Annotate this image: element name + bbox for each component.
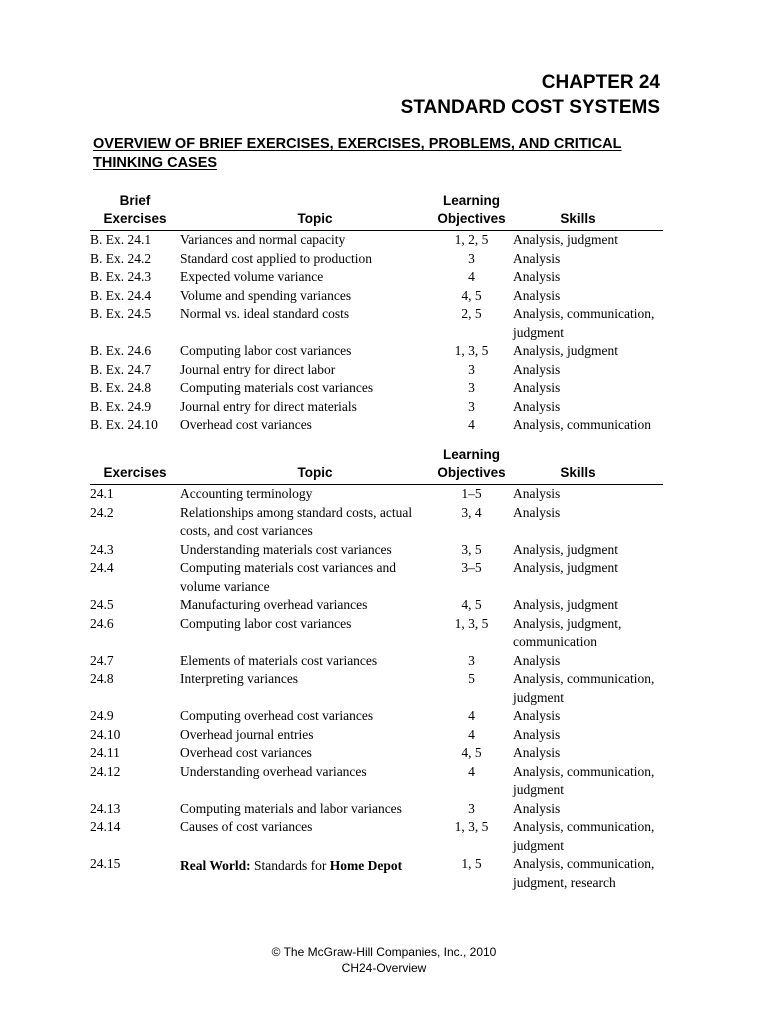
exercise-id: 24.10 (90, 726, 121, 742)
exercise-id: 24.8 (90, 671, 114, 686)
table-row (90, 744, 663, 763)
exercise-topic: Overhead cost variances (180, 417, 312, 432)
exercise-learning-objectives: 4 (468, 269, 475, 284)
exercise-skills: Analysis (513, 380, 561, 395)
column-header-topic: Topic (180, 446, 430, 485)
exercise-learning-objectives: 1, 5 (461, 856, 482, 871)
exercise-learning-objectives: 3 (468, 250, 475, 266)
exercise-topic: Understanding overhead variances (180, 763, 367, 779)
column-header-learning-objectives: Learning Objectives (430, 446, 513, 485)
exercise-learning-objectives: 4, 5 (461, 597, 482, 612)
exercise-learning-objectives: 3 (468, 800, 475, 816)
table-row (90, 398, 663, 417)
exercise-learning-objectives: 4 (468, 708, 475, 723)
exercise-id: 24.6 (90, 615, 114, 631)
exercise-learning-objectives: 3 (468, 398, 475, 414)
exercise-learning-objectives: 1, 3, 5 (454, 615, 489, 631)
table-row (90, 707, 663, 726)
exercise-learning-objectives: 4, 5 (461, 745, 482, 760)
table-row (90, 342, 663, 361)
exercise-learning-objectives: 4 (468, 726, 475, 742)
exercise-skills: Analysis, judgment (513, 560, 618, 575)
exercise-learning-objectives: 3 (468, 652, 475, 668)
exercise-topic: Elements of materials cost variances (180, 652, 378, 668)
column-header-skills: Skills (513, 192, 663, 231)
exercise-skills: Analysis (513, 800, 561, 816)
table-row (90, 231, 663, 250)
exercise-topic: Computing materials cost variances (180, 380, 374, 395)
chapter-number: CHAPTER 24 (541, 72, 660, 93)
exercise-id: 24.13 (90, 800, 121, 816)
exercise-skills: Analysis (513, 652, 561, 668)
exercise-topic: Understanding materials cost variances (180, 541, 392, 557)
column-header-topic: Topic (180, 192, 430, 231)
exercises-table (90, 446, 663, 892)
exercise-id: B. Ex. 24.5 (90, 306, 152, 321)
exercise-id: 24.15 (90, 856, 121, 871)
exercise-topic: Expected volume variance (180, 269, 324, 284)
column-header-exercises: Exercises (90, 446, 180, 485)
exercise-id: B. Ex. 24.1 (90, 232, 152, 247)
exercise-topic: Manufacturing overhead variances (180, 597, 368, 612)
exercise-topic: Computing materials and labor variances (180, 800, 402, 816)
exercise-topic: Interpreting variances (180, 671, 299, 686)
exercise-skills: Analysis (513, 486, 561, 501)
exercise-skills: Analysis, communication, judgment (513, 306, 655, 340)
table-row (90, 485, 663, 504)
table-row (90, 652, 663, 671)
exercise-skills: Analysis (513, 287, 561, 303)
exercise-topic: Relationships among standard costs, actual costs, and cost variances (180, 504, 413, 538)
exercise-topic: Real World: Standards for Home Depot (180, 858, 403, 873)
exercise-learning-objectives: 3, 5 (461, 541, 482, 557)
exercise-skills: Analysis, judgment (513, 541, 618, 557)
exercise-topic: Causes of cost variances (180, 819, 313, 834)
exercise-learning-objectives: 3 (468, 380, 475, 395)
exercise-id: 24.1 (90, 486, 114, 501)
exercise-id: B. Ex. 24.9 (90, 398, 152, 414)
table-row (90, 250, 663, 269)
exercise-learning-objectives: 1, 2, 5 (454, 232, 489, 247)
exercise-skills: Analysis, communication, judgment, research (513, 856, 655, 890)
exercise-id: 24.7 (90, 652, 114, 668)
page-footer (0, 944, 768, 976)
exercise-topic: Overhead cost variances (180, 745, 312, 760)
exercise-skills: Analysis (513, 361, 561, 377)
chapter-title: STANDARD COST SYSTEMS (400, 97, 660, 118)
table-row (90, 559, 663, 596)
chapter-heading (401, 70, 660, 120)
exercise-id: 24.5 (90, 597, 114, 612)
exercise-learning-objectives: 1, 3, 5 (454, 819, 489, 834)
table-row (90, 726, 663, 745)
exercise-skills: Analysis, judgment (513, 232, 618, 247)
exercise-skills: Analysis (513, 398, 561, 414)
table-row (90, 615, 663, 652)
exercise-learning-objectives: 3 (468, 361, 475, 377)
table-row (90, 361, 663, 380)
table-row (90, 504, 663, 541)
exercise-id: 24.9 (90, 708, 114, 723)
exercise-topic: Computing labor cost variances (180, 615, 352, 631)
exercise-skills: Analysis, judgment (513, 597, 618, 612)
exercise-skills: Analysis, judgment, communication (513, 615, 622, 649)
exercise-skills: Analysis (513, 269, 561, 284)
exercise-topic: Variances and normal capacity (180, 232, 346, 247)
exercise-skills: Analysis (513, 504, 561, 520)
table-row (90, 855, 663, 892)
exercise-learning-objectives: 2, 5 (461, 306, 482, 321)
exercise-topic: Volume and spending variances (180, 287, 352, 303)
exercise-learning-objectives: 5 (468, 671, 475, 686)
table-header-row (90, 192, 663, 231)
exercise-skills: Analysis, judgment (513, 343, 618, 358)
table-row (90, 379, 663, 398)
exercise-id: B. Ex. 24.6 (90, 343, 152, 358)
exercise-skills: Analysis, communication, judgment (513, 819, 655, 853)
exercise-id: B. Ex. 24.8 (90, 380, 152, 395)
exercise-id: B. Ex. 24.10 (90, 417, 158, 432)
exercise-skills: Analysis (513, 250, 561, 266)
copyright-notice: © The McGraw-Hill Companies, Inc., 2010 (271, 945, 497, 959)
table-row (90, 763, 663, 800)
table-header-row (90, 446, 663, 485)
exercise-id: 24.14 (90, 819, 121, 834)
exercise-id: 24.12 (90, 763, 121, 779)
exercise-topic: Computing labor cost variances (180, 343, 352, 358)
exercise-id: B. Ex. 24.7 (90, 361, 152, 377)
exercise-id: 24.11 (90, 745, 120, 760)
exercise-learning-objectives: 4, 5 (461, 287, 482, 303)
table-row (90, 818, 663, 855)
table-row (90, 541, 663, 560)
exercise-id: B. Ex. 24.3 (90, 269, 152, 284)
table-row (90, 670, 663, 707)
exercise-id: B. Ex. 24.4 (90, 287, 152, 303)
exercise-learning-objectives: 3, 4 (461, 504, 482, 520)
exercise-skills: Analysis, communication, judgment (513, 763, 655, 797)
exercise-skills: Analysis (513, 708, 561, 723)
exercise-learning-objectives: 1–5 (461, 486, 482, 501)
exercise-topic: Standard cost applied to production (180, 250, 372, 266)
table-row (90, 596, 663, 615)
exercise-skills: Analysis, communication, judgment (513, 671, 655, 705)
exercise-id: 24.3 (90, 541, 114, 557)
column-header-brief-exercises: Brief Exercises (90, 192, 180, 231)
column-header-learning-objectives: Learning Objectives (430, 192, 513, 231)
exercise-topic: Accounting terminology (180, 486, 313, 501)
exercise-topic: Overhead journal entries (180, 726, 314, 742)
table-row (90, 800, 663, 819)
table-row (90, 305, 663, 342)
exercise-id: B. Ex. 24.2 (90, 250, 152, 266)
exercise-skills: Analysis (513, 745, 561, 760)
exercise-learning-objectives: 4 (468, 417, 475, 432)
overview-title: OVERVIEW OF BRIEF EXERCISES, EXERCISES, PROBLEMS, AND CRITICAL THINKING CASES (93, 136, 622, 171)
exercise-id: 24.2 (90, 504, 114, 520)
exercise-topic: Computing materials cost variances and volume variance (180, 560, 396, 594)
exercise-id: 24.4 (90, 560, 114, 575)
exercise-skills: Analysis, communication (513, 417, 651, 432)
exercise-topic: Normal vs. ideal standard costs (180, 306, 350, 321)
table-row (90, 287, 663, 306)
table-row (90, 268, 663, 287)
exercise-skills: Analysis (513, 726, 561, 742)
brief-exercises-table (90, 192, 663, 435)
page-reference: CH24-Overview (341, 961, 427, 975)
table-row (90, 416, 663, 435)
exercise-topic: Computing overhead cost variances (180, 708, 374, 723)
exercise-learning-objectives: 3–5 (461, 560, 482, 575)
exercise-topic: Journal entry for direct materials (180, 398, 357, 414)
exercise-learning-objectives: 1, 3, 5 (454, 343, 489, 358)
exercise-learning-objectives: 4 (468, 763, 475, 779)
column-header-skills: Skills (513, 446, 663, 485)
exercise-topic: Journal entry for direct labor (180, 361, 336, 377)
